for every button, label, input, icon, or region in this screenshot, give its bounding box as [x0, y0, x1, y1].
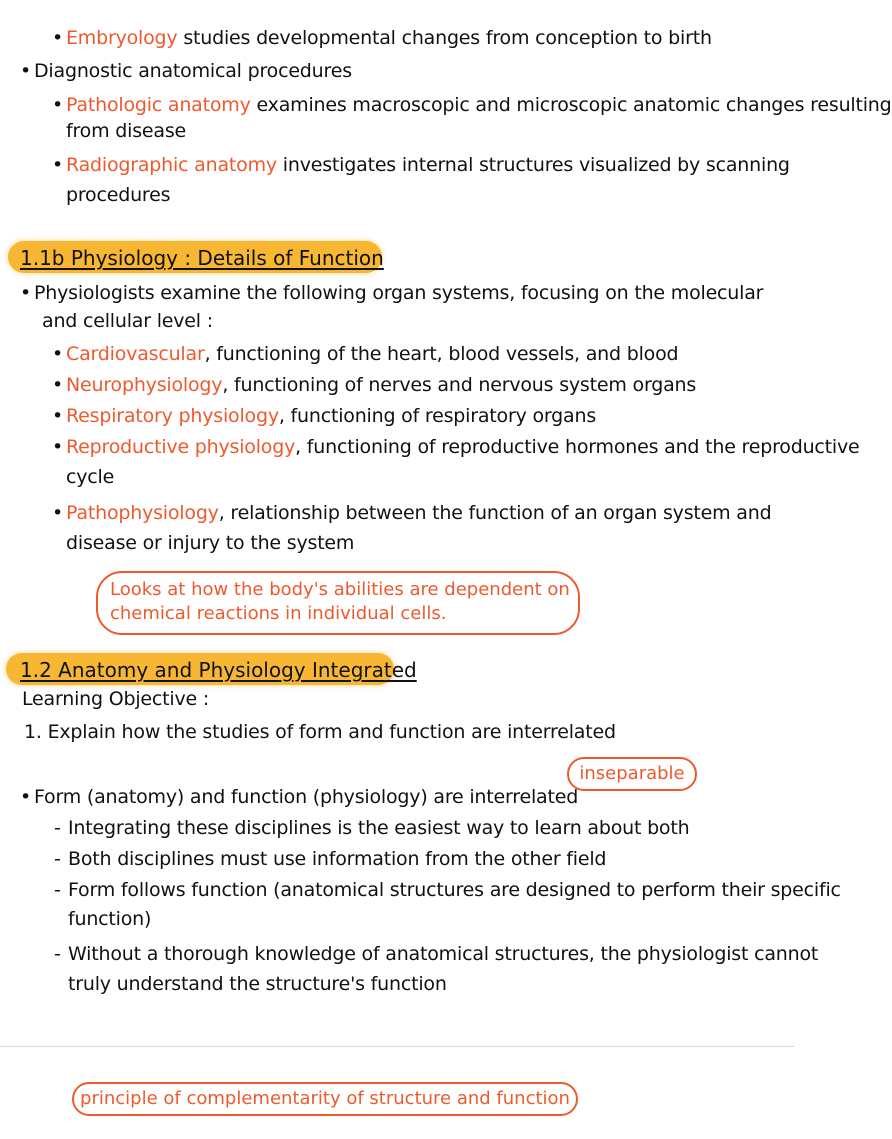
- list-item: [52, 500, 771, 526]
- reproductive-cont: cycle: [66, 466, 115, 488]
- diagnostic-heading: Diagnostic anatomical procedures: [34, 60, 352, 82]
- cloud-note: [96, 571, 580, 635]
- bullet: •: [52, 94, 64, 116]
- bullet: •: [52, 374, 64, 396]
- integrated-heading: 1.2 Anatomy and Physiology Integrated: [20, 658, 417, 682]
- bullet: •: [52, 436, 64, 458]
- dash-item-3: [54, 877, 841, 903]
- principle-text: principle of complementarity of structure and function: [80, 1088, 570, 1109]
- page-divider: [0, 1046, 794, 1047]
- embryology-text: studies developmental changes from conception to birth: [183, 27, 712, 49]
- pathologic-line: [52, 92, 892, 118]
- inseparable-callout: [567, 757, 697, 791]
- reproductive-term: Reproductive physiology: [66, 436, 296, 458]
- radiographic-term: Radiographic anatomy: [66, 154, 277, 176]
- physiology-intro-2: and cellular level :: [42, 310, 213, 332]
- dash-item-4-text: Without a thorough knowledge of anatomical structures, the physiologist cannot: [68, 943, 819, 965]
- diagnostic-line: [20, 58, 352, 84]
- bullet: •: [20, 786, 32, 808]
- physiology-intro-1: Physiologists examine the following organ systems, focusing on the molecular: [34, 282, 764, 304]
- cardiovascular-term: Cardiovascular: [66, 343, 205, 365]
- learning-objective-label: Learning Objective :: [22, 688, 210, 710]
- pathophysiology-cont: disease or injury to the system: [66, 532, 355, 554]
- physiology-heading: 1.1b Physiology : Details of Function: [20, 246, 384, 270]
- reproductive-text: , functioning of reproductive hormones and the reproductive: [295, 436, 860, 458]
- dash-item-1-text: Integrating these disciplines is the easiest way to learn about both: [68, 817, 690, 839]
- list-item: [52, 341, 678, 367]
- neurophysiology-term: Neurophysiology: [66, 374, 223, 396]
- dash-item-4-cont: truly understand the structure's function: [68, 973, 447, 995]
- pathophysiology-text: , relationship between the function of an organ system and: [218, 502, 772, 524]
- inseparable-text: inseparable: [579, 763, 685, 784]
- respiratory-term: Respiratory physiology: [66, 405, 279, 427]
- dash: -: [54, 943, 61, 965]
- bullet: •: [52, 405, 64, 427]
- list-item: [52, 434, 860, 460]
- bullet: •: [52, 154, 64, 176]
- bullet: •: [52, 27, 64, 49]
- cloud-note-line-1: Looks at how the body's abilities are dependent on: [110, 579, 570, 600]
- pathologic-term: Pathologic anatomy: [66, 94, 251, 116]
- form-function-line: [20, 784, 578, 810]
- embryology-line: [52, 25, 712, 51]
- bullet: •: [20, 282, 32, 304]
- bullet: •: [20, 60, 32, 82]
- pathologic-text-1: examines macroscopic and microscopic anatomic changes resulting: [256, 94, 892, 116]
- embryology-term: Embryology: [66, 27, 178, 49]
- radiographic-line: [52, 152, 790, 178]
- form-function-text: Form (anatomy) and function (physiology) are interrelated: [34, 786, 579, 808]
- radiographic-text-1: investigates internal structures visualized by scanning: [282, 154, 790, 176]
- list-item: [52, 372, 696, 398]
- dash-item-4: [54, 941, 818, 967]
- pathophysiology-term: Pathophysiology: [66, 502, 219, 524]
- dash-item-3-text: Form follows function (anatomical structures are designed to perform their specific: [68, 879, 841, 901]
- dash-item-2-text: Both disciplines must use information from the other field: [68, 848, 607, 870]
- learning-objective-1: 1. Explain how the studies of form and function are interrelated: [24, 721, 616, 743]
- cloud-note-line-2: chemical reactions in individual cells.: [110, 603, 447, 624]
- dash: -: [54, 817, 61, 839]
- dash: -: [54, 879, 61, 901]
- cardiovascular-text: , functioning of the heart, blood vessels, and blood: [204, 343, 679, 365]
- dash: -: [54, 848, 61, 870]
- bullet: •: [52, 343, 64, 365]
- list-item: [52, 403, 596, 429]
- principle-callout: [72, 1082, 578, 1116]
- bullet: •: [52, 502, 64, 524]
- physiology-intro-line: [20, 280, 763, 306]
- dash-item-1: [54, 815, 689, 841]
- respiratory-text: , functioning of respiratory organs: [278, 405, 597, 427]
- dash-item-3-cont: function): [68, 908, 152, 930]
- dash-item-2: [54, 846, 606, 872]
- pathologic-text-2: from disease: [66, 120, 187, 142]
- neurophysiology-text: , functioning of nerves and nervous system organs: [222, 374, 697, 396]
- radiographic-text-2: procedures: [66, 184, 171, 206]
